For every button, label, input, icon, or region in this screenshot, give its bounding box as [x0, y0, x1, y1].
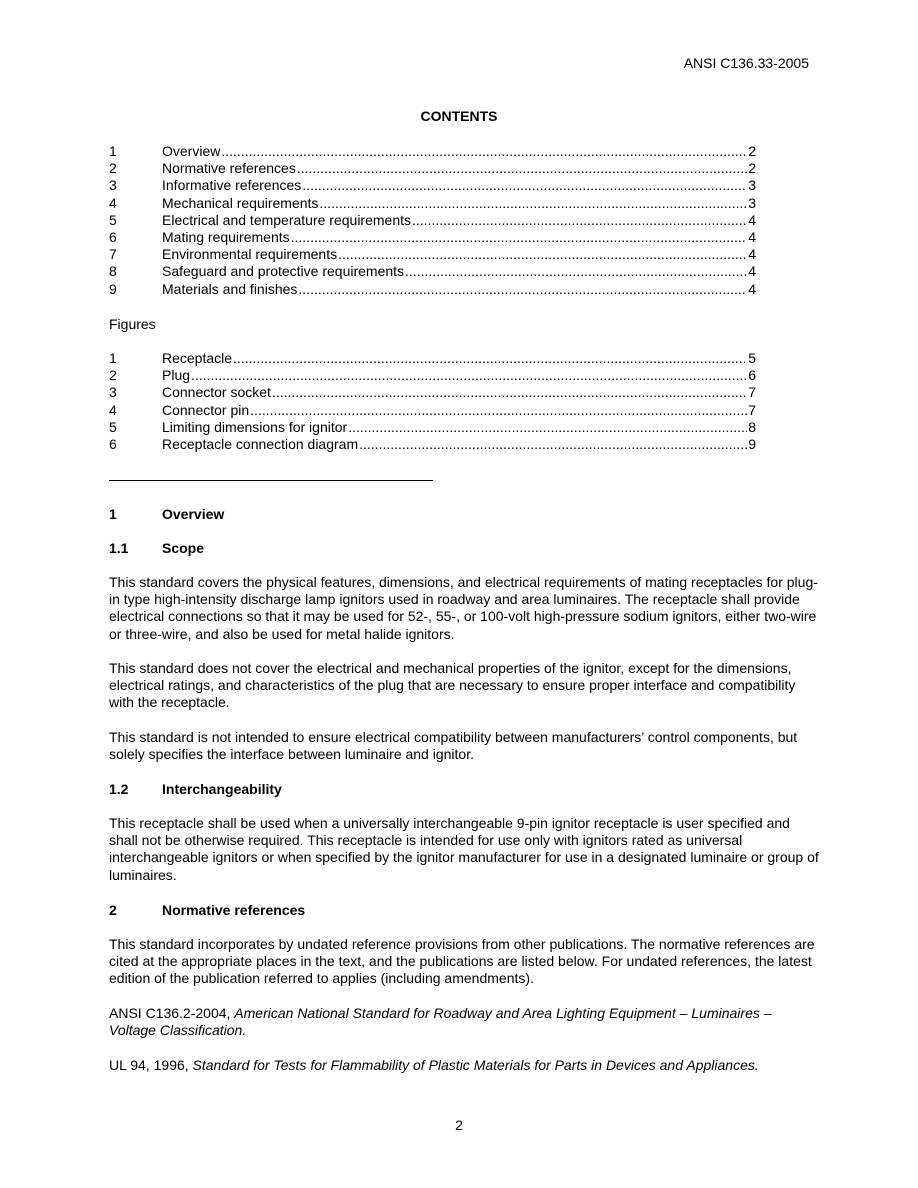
toc-entry[interactable] — [109, 143, 756, 160]
toc-leader — [412, 212, 747, 229]
toc-entry-page: 4 — [748, 246, 756, 263]
list-of-figures — [109, 350, 756, 453]
figure-entry-number: 6 — [109, 435, 117, 452]
figure-entry[interactable] — [109, 367, 756, 384]
toc-entry[interactable] — [109, 246, 756, 263]
figure-entry-page: 7 — [748, 384, 756, 401]
toc-entry-number: 7 — [109, 246, 117, 263]
toc-leader — [221, 143, 747, 160]
reference-ul-94 — [109, 1057, 819, 1074]
section-number: 1.2 — [109, 781, 129, 797]
toc-leader — [233, 350, 747, 367]
toc-entry[interactable] — [109, 229, 756, 246]
page-number: 2 — [455, 1117, 463, 1133]
contents-title: CONTENTS — [420, 108, 498, 124]
toc-entry-title: Electrical and temperature requirements — [162, 211, 412, 228]
reference-title: Standard for Tests for Flammability of Plastic Materials for Parts in Devices and Appliances. — [192, 1057, 759, 1073]
toc-entry-page: 3 — [748, 194, 756, 211]
toc-entry-number: 5 — [109, 211, 117, 228]
toc-entry-page: 4 — [748, 211, 756, 228]
toc-entry-number: 6 — [109, 228, 117, 245]
figure-entry-number: 1 — [109, 350, 117, 366]
toc-leader — [298, 281, 747, 298]
toc-entry[interactable] — [109, 212, 756, 229]
scope-paragraph-2: This standard does not cover the electrical and mechanical properties of the ignitor, except for the dimensions, electrical ratings, and characteristics of the plug that are necessary to ensure proper interface and compatibility with the receptacle. — [109, 660, 796, 711]
toc-entry-number: 3 — [109, 177, 117, 194]
section-heading-normative-references — [109, 902, 305, 918]
toc-entry-title: Overview — [162, 143, 221, 159]
figure-entry-title: Limiting dimensions for ignitor — [162, 418, 348, 435]
figure-entry-title: Receptacle connection diagram — [162, 435, 359, 452]
toc-entry-number: 8 — [109, 263, 117, 280]
toc-entry[interactable] — [109, 281, 756, 298]
toc-leader — [359, 436, 747, 453]
toc-entry-title: Materials and finishes — [162, 280, 298, 297]
toc-leader — [405, 263, 747, 280]
toc-entry-title: Informative references — [162, 177, 302, 194]
toc-entry-title: Mechanical requirements — [162, 194, 319, 211]
toc-entry-title: Mating requirements — [162, 228, 290, 245]
toc-entry-title: Environmental requirements — [162, 246, 338, 263]
toc-entry-page: 2 — [748, 143, 756, 159]
figure-entry-title: Receptacle — [162, 350, 233, 366]
figure-entry-number: 4 — [109, 401, 117, 418]
figure-entry-number: 3 — [109, 384, 117, 401]
toc-leader — [272, 384, 747, 401]
toc-entry-number: 9 — [109, 280, 117, 297]
section-title: Overview — [162, 506, 225, 522]
document-id: ANSI C136.33-2005 — [683, 55, 809, 71]
toc-leader — [191, 367, 747, 384]
section-number: 2 — [109, 902, 117, 918]
toc-entry-number: 1 — [109, 143, 117, 159]
section-title: Interchangeability — [162, 781, 282, 797]
figure-entry-page: 6 — [748, 367, 756, 384]
toc-entry-title: Normative references — [162, 160, 296, 177]
section-divider — [109, 480, 433, 481]
toc-entry[interactable] — [109, 160, 756, 177]
toc-entry-number: 4 — [109, 194, 117, 211]
toc-entry-page: 4 — [748, 263, 756, 280]
toc-entry-page: 2 — [748, 160, 756, 177]
toc-entry-number: 2 — [109, 160, 117, 177]
toc-leader — [338, 246, 747, 263]
figure-entry[interactable] — [109, 436, 756, 453]
figure-entry-page: 7 — [748, 401, 756, 418]
subsection-heading-scope — [109, 540, 204, 556]
toc-entry-page: 4 — [748, 280, 756, 297]
reference-prefix: ANSI C136.2-2004, — [109, 1005, 235, 1021]
figure-entry[interactable] — [109, 350, 756, 367]
section-title: Scope — [162, 540, 205, 556]
toc-entry[interactable] — [109, 263, 756, 280]
toc-leader — [348, 419, 747, 436]
interchangeability-paragraph: This receptacle shall be used when a universally interchangeable 9-pin ignitor receptacle is user specified and shall not be otherwise required. This receptacle is intended for use only with ignitors rated as universal interchangeable ignitors or when specified by the ignitor manufacturer for use in a designated luminaire or group of luminaires. — [109, 815, 819, 883]
figure-entry-number: 2 — [109, 367, 117, 384]
section-number: 1.1 — [109, 540, 129, 556]
normative-references-paragraph: This standard incorporates by undated reference provisions from other publications. The normative references are cited at the appropriate places in the text, and the publications are listed below. For undated references, the latest edition of the publication referred to applies (including amendments). — [109, 936, 815, 987]
toc-leader — [291, 229, 748, 246]
figure-entry-page: 8 — [748, 418, 756, 435]
reference-ansi-c136-2 — [109, 1005, 819, 1039]
figure-entry-title: Connector pin — [162, 401, 250, 418]
toc-entry-page: 3 — [748, 177, 756, 194]
figure-entry-page: 5 — [748, 350, 756, 366]
toc-entry-title: Safeguard and protective requirements — [162, 263, 405, 280]
toc-entry-page: 4 — [748, 228, 756, 245]
figure-entry-number: 5 — [109, 418, 117, 435]
toc-entry[interactable] — [109, 177, 756, 194]
figure-entry[interactable] — [109, 402, 756, 419]
toc-entry[interactable] — [109, 195, 756, 212]
figure-entry-title: Connector socket — [162, 384, 271, 401]
toc-leader — [302, 177, 747, 194]
toc-leader — [319, 195, 747, 212]
subsection-heading-interchangeability — [109, 781, 282, 797]
figure-entry[interactable] — [109, 419, 756, 436]
scope-paragraph-3: This standard is not intended to ensure electrical compatibility between manufacturers’ control components, but solely specifies the interface between luminaire and ignitor. — [109, 729, 798, 763]
toc-leader — [297, 160, 747, 177]
section-number: 1 — [109, 506, 117, 522]
reference-title: American National Standard for Roadway and Area Lighting Equipment – Luminaires – Voltage Classification. — [109, 1005, 772, 1039]
figure-entry[interactable] — [109, 384, 756, 401]
figures-label: Figures — [109, 316, 156, 332]
figure-entry-title: Plug — [162, 367, 191, 384]
section-title: Normative references — [162, 902, 306, 918]
table-of-contents — [109, 143, 756, 298]
reference-prefix: UL 94, 1996, — [109, 1057, 193, 1073]
section-heading-overview — [109, 506, 224, 522]
toc-leader — [250, 402, 747, 419]
figure-entry-page: 9 — [748, 435, 756, 452]
scope-paragraph-1: This standard covers the physical features, dimensions, and electrical requirements of mating receptacles for plug-in type high-intensity discharge lamp ignitors used in roadway and area luminaires. The receptacle shall provide electrical connections so that it may be used for 52-, 55-, or 100-volt high-pressure sodium ignitors, either two-wire or three-wire, and also be used for metal halide ignitors. — [109, 574, 818, 642]
